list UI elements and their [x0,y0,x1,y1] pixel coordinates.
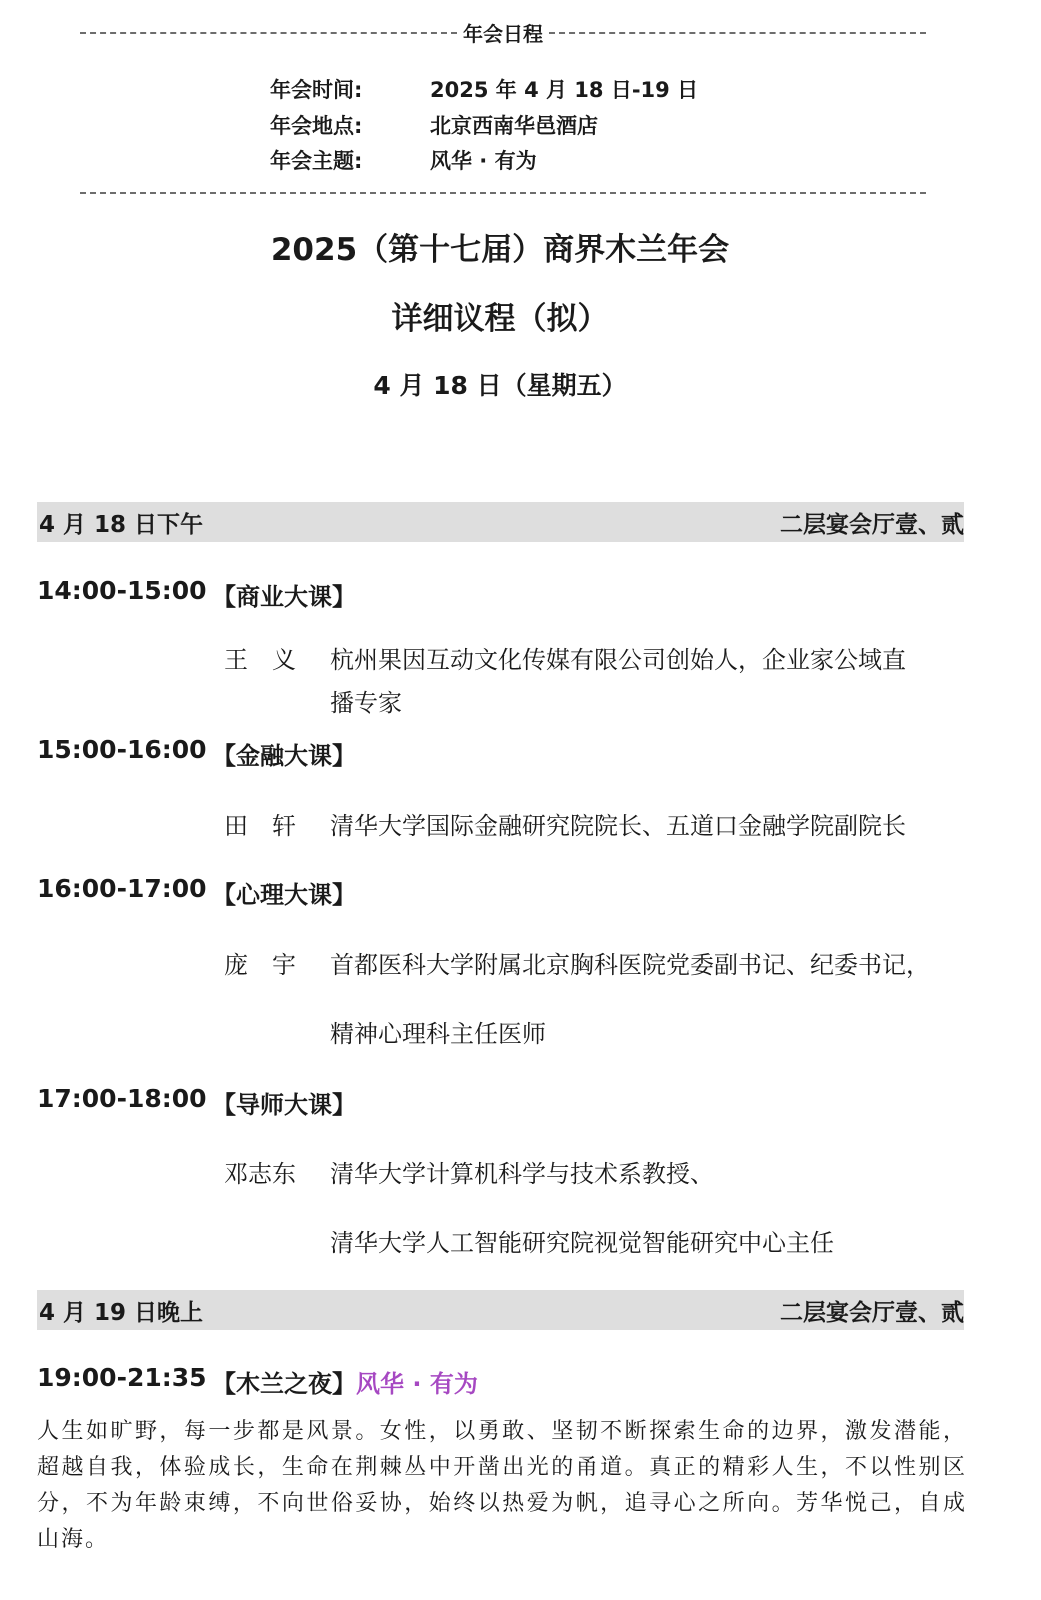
speaker-title-line: 精神心理科主任医师 [330,1020,546,1048]
session-time: 14:00-15:00 [37,576,207,605]
section-bar-evening [37,1290,964,1330]
page-subtitle: 详细议程（拟） [391,301,609,337]
header-label: 年会日程 [463,22,543,46]
speaker-name: 庞 宇 [224,951,296,979]
speaker-title-line: 清华大学计算机科学与技术系教授、 [330,1160,714,1188]
evening-session-name: 【木兰之夜】 [212,1370,356,1398]
evening-session-heading [212,1364,478,1399]
speaker-title-line: 杭州果因互动文化传媒有限公司创始人，企业家公域直 [330,646,906,674]
dash-line-left [80,32,457,34]
info-value-location: 北京西南华邑酒店 [430,114,598,138]
dash-line-right [549,32,926,34]
dash-line-full [80,192,926,194]
speaker-name: 田 轩 [224,812,296,840]
evening-description: 人生如旷野，每一步都是风景。女性，以勇敢、坚韧不断探索生命的边界，激发潜能，超越自我，体验成长，生命在荆棘丛中开凿出光的甬道。真正的精彩人生，不以性别区分，不为年龄束缚，不向世俗妥协，始终以热爱为帆，追寻心之所向。芳华悦己，自成山海。 [37,1419,967,1552]
info-label-location: 年会地点: [270,114,363,138]
evening-time: 19:00-21:35 [37,1363,207,1392]
info-label-theme: 年会主题: [270,149,363,173]
speaker-name: 王 义 [224,646,296,674]
session-time: 15:00-16:00 [37,735,207,764]
info-value-theme: 风华 · 有为 [430,149,537,173]
session-name: 【商业大课】 [212,583,356,611]
section-date: 4 月 18 日下午 [39,511,204,538]
page-title: 2025（第十七届）商界木兰年会 [270,232,730,268]
evening-theme: 风华 · 有为 [356,1370,478,1398]
session-time: 16:00-17:00 [37,874,207,903]
page-date: 4 月 18 日（星期五） [373,371,627,400]
speaker-title-line: 清华大学国际金融研究院院长、五道口金融学院副院长 [330,812,906,840]
info-divider [80,192,926,194]
section-date: 4 月 19 日晚上 [39,1299,204,1326]
info-label-time: 年会时间: [270,78,363,102]
session-name: 【导师大课】 [212,1091,356,1119]
speaker-title-line: 播专家 [330,689,402,717]
session-time: 17:00-18:00 [37,1084,207,1113]
session-name: 【心理大课】 [212,881,356,909]
section-venue: 二层宴会厅壹、贰 [780,511,964,538]
session-name: 【金融大课】 [212,742,356,770]
speaker-title-line: 清华大学人工智能研究院视觉智能研究中心主任 [330,1229,834,1257]
section-bar-afternoon [37,502,964,542]
speaker-title-line: 首都医科大学附属北京胸科医院党委副书记、纪委书记， [330,951,930,979]
header-divider [80,18,926,47]
speaker-name: 邓志东 [224,1160,296,1188]
info-value-time: 2025 年 4 月 18 日-19 日 [430,78,699,102]
section-venue: 二层宴会厅壹、贰 [780,1299,964,1326]
